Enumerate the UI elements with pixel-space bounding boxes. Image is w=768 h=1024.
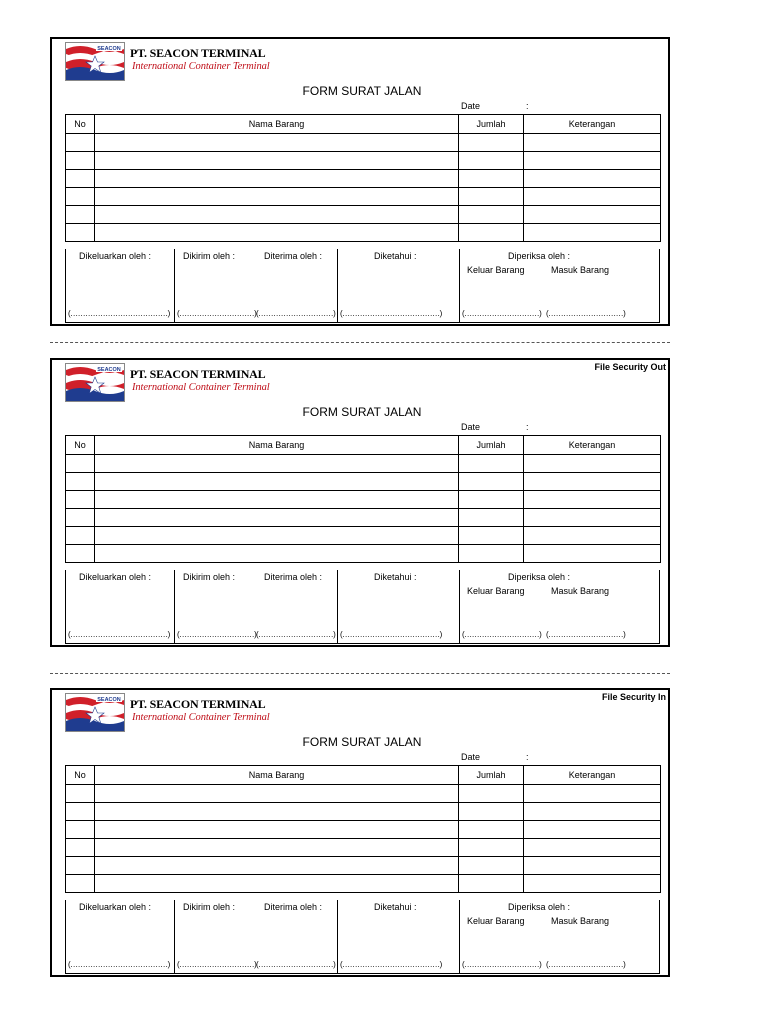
cell-nama-barang[interactable] [95, 473, 459, 491]
company-name: PT. SEACON TERMINAL [130, 367, 266, 381]
items-body [66, 455, 661, 563]
cell-jumlah[interactable] [459, 206, 524, 224]
table-row [66, 455, 661, 473]
signature-dikirim-diterima [174, 900, 337, 974]
cell-nama-barang[interactable] [95, 491, 459, 509]
company-tagline: International Container Terminal [132, 712, 270, 723]
cell-nama-barang[interactable] [95, 152, 459, 170]
signature-dikeluarkan [66, 570, 174, 644]
copy-label: File Security Out [594, 362, 666, 372]
cell-jumlah[interactable] [459, 188, 524, 206]
surat-jalan-form [50, 37, 670, 326]
signature-label-masuk-barang: Masuk Barang [551, 265, 610, 275]
signature-line[interactable]: (…………………………………) [68, 960, 170, 969]
column-header-nama-barang: Nama Barang [95, 766, 459, 785]
cell-keterangan[interactable] [524, 527, 661, 545]
cell-no[interactable] [66, 134, 95, 152]
cell-jumlah[interactable] [459, 527, 524, 545]
cell-jumlah[interactable] [459, 224, 524, 242]
cell-no[interactable] [66, 473, 95, 491]
svg-text:SEACON: SEACON [97, 697, 121, 703]
cut-line [50, 342, 670, 343]
cell-keterangan[interactable] [524, 785, 661, 803]
column-header-no: No [66, 436, 95, 455]
cell-nama-barang[interactable] [95, 821, 459, 839]
signature-dikeluarkan [66, 900, 174, 974]
cell-jumlah[interactable] [459, 875, 524, 893]
surat-jalan-form [50, 688, 670, 977]
table-row [66, 785, 661, 803]
cell-jumlah[interactable] [459, 134, 524, 152]
cell-jumlah[interactable] [459, 455, 524, 473]
signature-label-diterima: Diterima oleh : [264, 572, 323, 582]
table-row [66, 491, 661, 509]
company-name: PT. SEACON TERMINAL [130, 697, 266, 711]
table-header-row [66, 436, 661, 455]
cell-nama-barang[interactable] [95, 545, 459, 563]
copy-label: File Security In [601, 692, 666, 702]
date-colon: : [526, 422, 529, 432]
cell-nama-barang[interactable] [95, 170, 459, 188]
cell-keterangan[interactable] [524, 803, 661, 821]
cell-jumlah[interactable] [459, 170, 524, 188]
cell-keterangan[interactable] [524, 545, 661, 563]
signature-line[interactable]: (…………………………) [462, 630, 542, 639]
cell-nama-barang[interactable] [95, 206, 459, 224]
signature-label-keluar-barang: Keluar Barang [467, 586, 525, 596]
signature-label-dikirim: Dikirim oleh : [183, 902, 236, 912]
cell-jumlah[interactable] [459, 803, 524, 821]
table-row [66, 803, 661, 821]
column-header-jumlah: Jumlah [459, 766, 524, 785]
signature-label-masuk-barang: Masuk Barang [551, 586, 610, 596]
cell-nama-barang[interactable] [95, 839, 459, 857]
cell-jumlah[interactable] [459, 491, 524, 509]
items-table [65, 114, 661, 242]
cell-keterangan[interactable] [524, 473, 661, 491]
signature-section [65, 570, 660, 644]
cell-nama-barang[interactable] [95, 527, 459, 545]
table-row [66, 473, 661, 491]
cell-keterangan[interactable] [524, 206, 661, 224]
signature-line[interactable]: (…………………………) [546, 309, 626, 318]
cell-keterangan[interactable] [524, 134, 661, 152]
cell-no[interactable] [66, 206, 95, 224]
date-label: Date [461, 101, 481, 111]
table-row [66, 188, 661, 206]
column-header-keterangan: Keterangan [524, 436, 661, 455]
table-row [66, 206, 661, 224]
company-tagline: International Container Terminal [132, 382, 270, 393]
cell-no[interactable] [66, 821, 95, 839]
column-header-jumlah: Jumlah [459, 115, 524, 134]
column-header-no: No [66, 766, 95, 785]
signature-dikirim-diterima [174, 249, 337, 323]
table-header-row [66, 766, 661, 785]
signature-line[interactable]: (…………………………………) [68, 630, 170, 639]
signature-dikirim-diterima [174, 570, 337, 644]
signature-line[interactable]: (…………………………) [177, 960, 257, 969]
cell-no[interactable] [66, 152, 95, 170]
table-row [66, 509, 661, 527]
cell-jumlah[interactable] [459, 857, 524, 875]
signature-label-dikirim: Dikirim oleh : [183, 251, 236, 261]
signature-label-diketahui: Diketahui : [374, 572, 417, 582]
signature-line[interactable]: (…………………………) [256, 309, 336, 318]
date-label: Date [461, 752, 481, 762]
signature-line[interactable]: (…………………………) [256, 960, 336, 969]
table-row [66, 134, 661, 152]
cell-keterangan[interactable] [524, 491, 661, 509]
cell-no[interactable] [66, 224, 95, 242]
cell-jumlah[interactable] [459, 821, 524, 839]
signature-label-masuk-barang: Masuk Barang [551, 916, 610, 926]
signature-dikeluarkan [66, 249, 174, 323]
signature-label-keluar-barang: Keluar Barang [467, 265, 525, 275]
table-row [66, 875, 661, 893]
form-title: FORM SURAT JALAN [302, 84, 422, 98]
svg-text:SEACON: SEACON [97, 46, 121, 52]
signature-diketahui [337, 570, 459, 644]
signature-label-keluar-barang: Keluar Barang [467, 916, 525, 926]
cell-no[interactable] [66, 509, 95, 527]
column-header-keterangan: Keterangan [524, 766, 661, 785]
signature-diketahui [337, 249, 459, 323]
cell-jumlah[interactable] [459, 152, 524, 170]
table-row [66, 224, 661, 242]
cell-nama-barang[interactable] [95, 803, 459, 821]
svg-text:SEACON: SEACON [97, 367, 121, 373]
cell-no[interactable] [66, 839, 95, 857]
cell-no[interactable] [66, 857, 95, 875]
signature-line[interactable]: (…………………………………) [340, 309, 442, 318]
cut-line [50, 673, 670, 674]
table-row [66, 170, 661, 188]
cell-no[interactable] [66, 527, 95, 545]
column-header-jumlah: Jumlah [459, 436, 524, 455]
signature-label-diperiksa: Diperiksa oleh : [508, 572, 571, 582]
table-row [66, 821, 661, 839]
table-row [66, 527, 661, 545]
cell-nama-barang[interactable] [95, 455, 459, 473]
seacon-logo-icon [65, 693, 125, 732]
cell-nama-barang[interactable] [95, 188, 459, 206]
signature-line[interactable]: (…………………………………) [340, 960, 442, 969]
cell-keterangan[interactable] [524, 857, 661, 875]
table-row [66, 545, 661, 563]
cell-keterangan[interactable] [524, 224, 661, 242]
cell-nama-barang[interactable] [95, 875, 459, 893]
cell-keterangan[interactable] [524, 152, 661, 170]
signature-label-dikirim: Dikirim oleh : [183, 572, 236, 582]
cell-nama-barang[interactable] [95, 857, 459, 875]
items-table [65, 435, 661, 563]
cell-keterangan[interactable] [524, 821, 661, 839]
signature-label-dikeluarkan: Dikeluarkan oleh : [79, 572, 152, 582]
cell-keterangan[interactable] [524, 509, 661, 527]
cell-jumlah[interactable] [459, 785, 524, 803]
cell-keterangan[interactable] [524, 839, 661, 857]
cell-no[interactable] [66, 170, 95, 188]
seacon-logo-icon [65, 42, 125, 81]
cell-jumlah[interactable] [459, 545, 524, 563]
items-body [66, 134, 661, 242]
signature-label-diperiksa: Diperiksa oleh : [508, 251, 571, 261]
cell-keterangan[interactable] [524, 455, 661, 473]
cell-keterangan[interactable] [524, 875, 661, 893]
cell-no[interactable] [66, 188, 95, 206]
table-row [66, 839, 661, 857]
signature-label-dikeluarkan: Dikeluarkan oleh : [79, 902, 152, 912]
form-title: FORM SURAT JALAN [302, 405, 422, 419]
signature-line[interactable]: (…………………………) [177, 309, 257, 318]
cell-keterangan[interactable] [524, 170, 661, 188]
cell-jumlah[interactable] [459, 473, 524, 491]
company-tagline: International Container Terminal [132, 61, 270, 72]
cell-no[interactable] [66, 491, 95, 509]
company-name: PT. SEACON TERMINAL [130, 46, 266, 60]
table-header-row [66, 115, 661, 134]
signature-line[interactable]: (…………………………) [546, 630, 626, 639]
signature-line[interactable]: (…………………………………) [340, 630, 442, 639]
cell-keterangan[interactable] [524, 188, 661, 206]
signature-diperiksa [459, 570, 661, 644]
cell-nama-barang[interactable] [95, 785, 459, 803]
signature-line[interactable]: (…………………………………) [68, 309, 170, 318]
cell-no[interactable] [66, 875, 95, 893]
signature-label-diketahui: Diketahui : [374, 251, 417, 261]
signature-line[interactable]: (…………………………) [256, 630, 336, 639]
signature-section [65, 900, 660, 974]
table-row [66, 857, 661, 875]
items-body [66, 785, 661, 893]
signature-label-diperiksa: Diperiksa oleh : [508, 902, 571, 912]
signature-label-diterima: Diterima oleh : [264, 251, 323, 261]
table-row [66, 152, 661, 170]
column-header-keterangan: Keterangan [524, 115, 661, 134]
signature-diketahui [337, 900, 459, 974]
date-colon: : [526, 101, 529, 111]
items-table [65, 765, 661, 893]
signature-line[interactable]: (…………………………) [546, 960, 626, 969]
signature-diperiksa [459, 900, 661, 974]
signature-line[interactable]: (…………………………) [462, 960, 542, 969]
column-header-nama-barang: Nama Barang [95, 115, 459, 134]
cell-no[interactable] [66, 455, 95, 473]
cell-no[interactable] [66, 785, 95, 803]
signature-label-diterima: Diterima oleh : [264, 902, 323, 912]
cell-jumlah[interactable] [459, 839, 524, 857]
column-header-no: No [66, 115, 95, 134]
form-title: FORM SURAT JALAN [302, 735, 422, 749]
signature-section [65, 249, 660, 323]
seacon-logo-icon [65, 363, 125, 402]
date-label: Date [461, 422, 481, 432]
cell-nama-barang[interactable] [95, 224, 459, 242]
date-colon: : [526, 752, 529, 762]
signature-line[interactable]: (…………………………) [177, 630, 257, 639]
signature-label-dikeluarkan: Dikeluarkan oleh : [79, 251, 152, 261]
surat-jalan-form [50, 358, 670, 647]
cell-no[interactable] [66, 545, 95, 563]
cell-no[interactable] [66, 803, 95, 821]
cell-nama-barang[interactable] [95, 509, 459, 527]
signature-line[interactable]: (…………………………) [462, 309, 542, 318]
signature-label-diketahui: Diketahui : [374, 902, 417, 912]
signature-diperiksa [459, 249, 661, 323]
cell-nama-barang[interactable] [95, 134, 459, 152]
cell-jumlah[interactable] [459, 509, 524, 527]
column-header-nama-barang: Nama Barang [95, 436, 459, 455]
